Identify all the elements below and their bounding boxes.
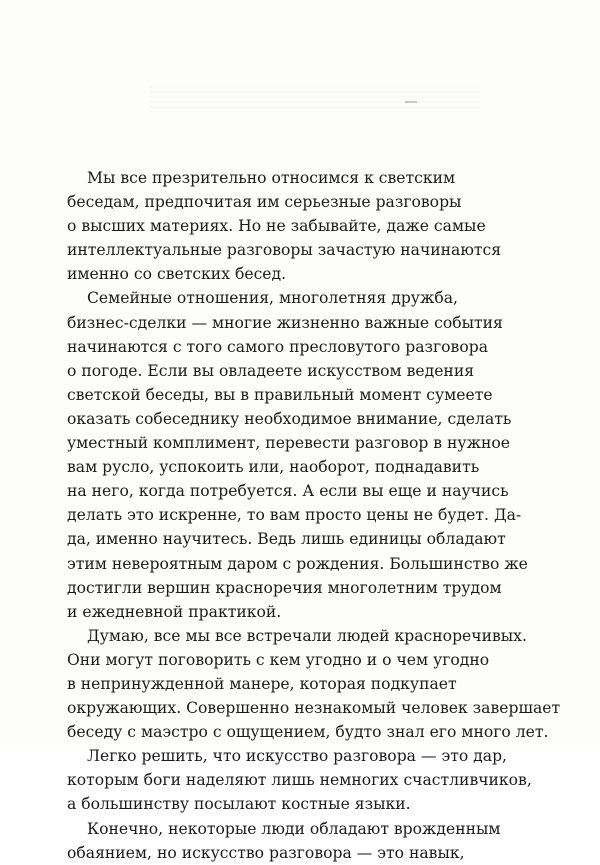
text-line: о погоде. Если вы овладеете искусством ведения [67,361,475,380]
text-line: оказать собеседнику необходимое внимание, сделать [67,409,512,428]
show-through-text [150,86,480,112]
text-line: вам русло, успокоить или, наоборот, поднадавить [67,458,480,477]
text-line: Думаю, все мы все встречали людей красноречивых. [87,626,527,645]
text-line: интеллектуальные разговоры зачастую начинаются [67,241,502,260]
text-line: в непринужденной манере, которая подкупает [67,674,457,693]
text-line: Они могут поговорить с кем угодно и о чем угодно [67,650,490,669]
show-through-mark [405,101,417,103]
text-line: о высших материях. Но не забывайте, даже самые [67,217,486,236]
text-line: на него, когда потребуется. А если вы еще и научись [67,482,509,501]
text-line: бизнес-сделки — многие жизненно важные события [67,313,503,332]
text-line: окружающих. Совершенно незнакомый человек завершает [67,699,561,718]
text-line: обаянием, но искусство разговора — это навык, [67,843,465,862]
text-line: и ежедневной практикой. [67,602,282,621]
text-line: именно со светских бесед. [67,265,287,284]
text-line: Конечно, некоторые люди обладают врожденным [87,819,501,838]
text-line: Семейные отношения, многолетняя дружба, [87,289,458,308]
text-line: да, именно научитесь. Ведь лишь единицы обладают [67,530,506,549]
text-line: Легко решить, что искусство разговора — это дар, [87,747,508,766]
text-line: делать это искренне, то вам просто цены не будет. Да- [67,506,522,525]
text-line: этим невероятным даром с рождения. Большинство же [67,554,528,573]
text-line: начинаются с того самого пресловутого разговора [67,337,489,356]
text-line: уместный комплимент, перевести разговор в нужное [67,434,510,453]
page-body-text [67,166,561,865]
text-line: достигли вершин красноречия многолетним трудом [67,578,502,597]
text-line: а большинству посылают костные языки. [67,795,411,814]
text-line: беседу с маэстро с ощущением, будто знал его много лет. [67,723,549,742]
text-line: светской беседы, вы в правильный момент сумеете [67,385,493,404]
text-line: Мы все презрительно относимся к светским [87,169,456,187]
text-line: которым боги наделяют лишь немногих счастливчиков, [67,771,532,790]
text-line: беседам, предпочитая им серьезные разговоры [67,193,462,212]
